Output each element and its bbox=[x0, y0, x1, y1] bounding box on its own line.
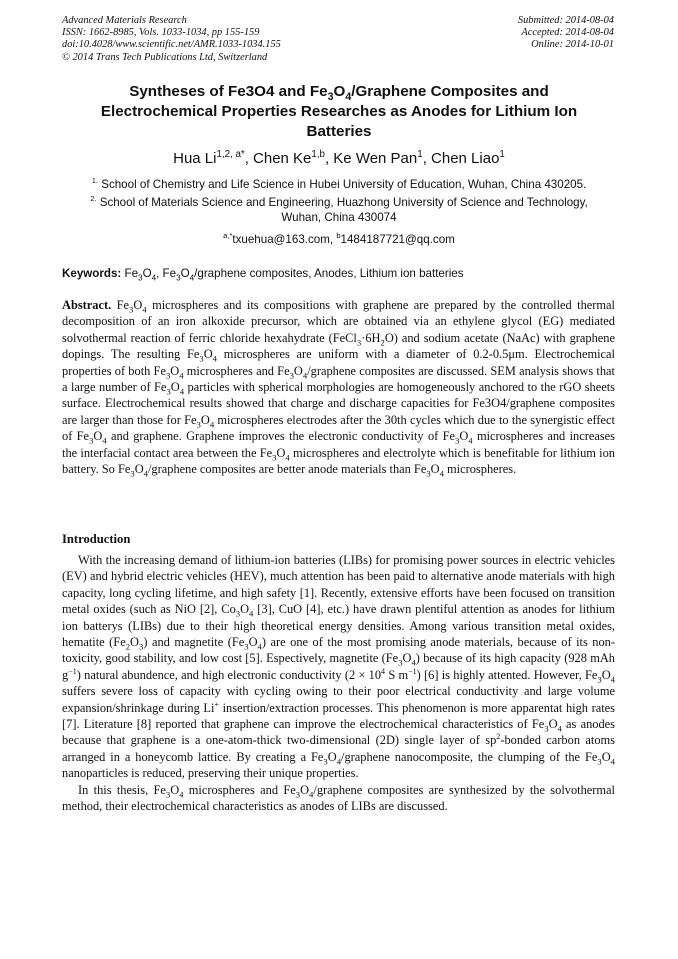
section-heading-introduction: Introduction bbox=[62, 532, 131, 546]
journal-header bbox=[62, 15, 281, 64]
author-name: Hua Li bbox=[173, 150, 217, 167]
introduction-paragraph-1: With the increasing demand of lithium-ion batteries (LIBs) for promising power sources in electric vehicles (EV) and hybrid electric vehicles (HEV), much attention has been paid to alternative anode materials with high capacity, long cycling lifetime, and high safety [1]. Recently, extensive efforts have been focused on transition metal oxides (such as NiO [2], $Co_3O_4$ [3], CuO [4], etc.) have drawn plentiful attention as anodes for lithium ion batterys (LIBs) due to their high theoretical energy densities. Among various transition metal oxides, hematite $(Fe_2O_3)$ and magnetite $(Fe_3O_4)$ are one of the most promising anode materials, because of its non-toxicity, good stability, and low cost [5]. Espectively, magnetite $(Fe_3O_4)$ because of its high capacity (928 mAh $g^{-1}$) natural abundence, and high electronic conductivity ($2 \times 10^4$ S $m^{-1}$) [6] is highly attented. However, $Fe_3O_4$ suffers severe loss of capacity with cycling owing to their poor electrical conductivity and large volume expansion/shrinkage during Li+ insertion/extraction processes. This phenomenon is more apparentat high rates [7]. Literature [8] reported that graphene can improve the electrochemical characteristics of $Fe_3O_4$ as anodes because that graphene is a one-atom-thick two-dimensional (2D) single layer of $sp^2$-bonded carbon atoms arranged in a honeycomb lattice. By creating a $Fe_3O_4$/graphene nanocomposite, the clumping of the $Fe_3O_4$ nanoparticles is reduced, preserving their unique properties. bbox=[62, 553, 616, 781]
abstract: Abstract. $Fe_3O_4$ microspheres and its compositions with graphene are prepared by the controlled thermal decomposition of an iron alkoxide precursor, which are obtained via an ethylene glycol (EG) mediated solvothermal reaction of ferric chloride hexahydrate $(FeCl_3\cdot 6H_2O)$ and sodium acetate (NaAc) with graphene dopings. The resulting $Fe_3O_4$ microspheres are uniform with a diameter of 0.2-0.5μm. Electrochemical properties of both $Fe_3O_4$ microspheres and $Fe_3O_4$/graphene composites are discussed. SEM analysis shows that a large number of $Fe_3O_4$ particles with spherical morphologies are homogeneously anchored to the rGO sheets surface. Electrochemical results showed that charge and discharge capacities for Fe3O4/graphene composites are larger than those for $Fe_3O_4$ microspheres electrodes after the 30th cycles which due to the synergistic effect of $Fe_3O_4$ and graphene. Graphene improves the electronic conductivity of $Fe_3O_4$ microspheres and increases the interfacial contact area between the $Fe_3O_4$ microspheres and electrolyte which is benefitable for lithium ion battery. So $Fe_3O_4$/graphene composites are better anode materials than $Fe_3O_4$ microspheres. bbox=[62, 298, 616, 479]
author-name: , Chen Liao bbox=[422, 150, 500, 167]
journal-doi: doi:10.4028/www.scientific.net/AMR.1033-1034.155 bbox=[62, 39, 281, 51]
email-a: txuehua@163.com, bbox=[232, 233, 337, 246]
author-list: Hua $Li^{1,2, a*}$, Chen Ke$^{1,b}$, Ke Wen Pan$^1$, Chen Liao$^1$ bbox=[173, 149, 505, 167]
journal-issn: ISSN: 1662-8985, Vols. 1033-1034, pp 155-159 bbox=[62, 27, 260, 39]
online-date: Online: 2014-10-01 bbox=[531, 39, 614, 51]
title-line-1: Syntheses of Fe3O4 and $Fe_3O_4$/Graphene Composites and bbox=[129, 83, 549, 104]
affiliation-1: $^{1.}$ School of Chemistry and Life Science in Hubei University of Education, Wuhan, China 430205. bbox=[91, 176, 587, 191]
introduction-body bbox=[62, 552, 615, 815]
accepted-date: Accepted: 2014-08-04 bbox=[521, 27, 614, 39]
author-emails: $^{a,*}$txuehua@163.com, $^b$1484187721@qq.com bbox=[223, 231, 455, 246]
title-line-3: Batteries bbox=[306, 123, 372, 140]
keywords: Keywords: $Fe_3O_4$, $Fe_3O_4$/graphene composites, Anodes, Lithium ion batteries bbox=[62, 267, 464, 283]
journal-copyright: © 2014 Trans Tech Publications Ltd, Switzerland bbox=[62, 51, 268, 63]
email-b: 1484187721@qq.com bbox=[340, 233, 455, 246]
title-line-2: Electrochemical Properties Researches as Anodes for Lithium Ion bbox=[100, 103, 578, 120]
keywords-label: Keywords: bbox=[62, 267, 122, 280]
dates-header bbox=[518, 15, 614, 52]
paper-title bbox=[62, 82, 616, 142]
journal-name: Advanced Materials Research bbox=[62, 15, 187, 26]
submitted-date: Submitted: 2014-08-04 bbox=[517, 15, 614, 26]
author-name: , Chen Ke bbox=[244, 150, 312, 167]
author-name: , Ke Wen Pan bbox=[324, 150, 418, 167]
affiliation-2: $^{2.}$ School of Materials Science and Engineering, Huazhong University of Science and Technology, Wuhan, China 430074 bbox=[90, 194, 588, 224]
introduction-paragraph-2: In this thesis, $Fe_3O_4$ microspheres and $Fe_3O_4$/graphene composites are synthesized by the solvothermal method, their electrochemical characteristics as anodes of LIBs are discussed. bbox=[62, 782, 615, 814]
abstract-label: Abstract. bbox=[62, 298, 112, 312]
